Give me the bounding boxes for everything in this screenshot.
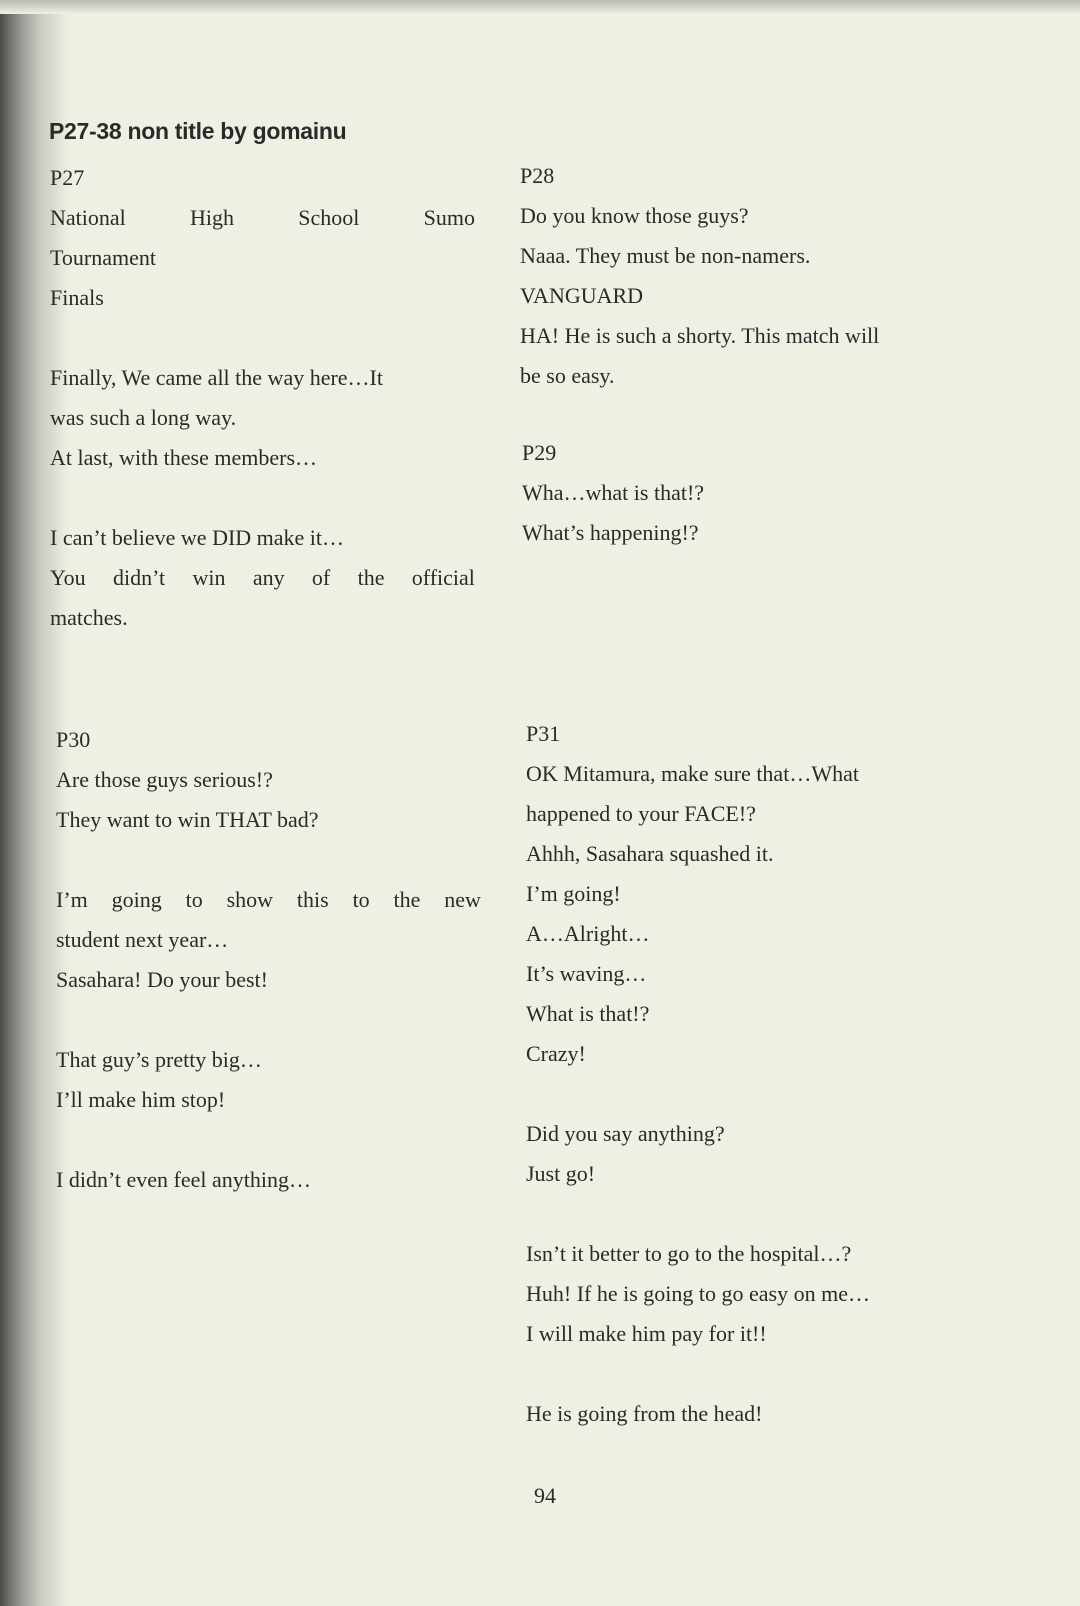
dialogue-line: Are those guys serious!?	[56, 767, 273, 792]
word: the	[357, 565, 385, 590]
blank-line	[526, 1074, 956, 1114]
dialogue-line: Do you know those guys?	[520, 203, 749, 228]
blank-line	[50, 478, 475, 518]
blank-line	[526, 1354, 956, 1394]
dialogue-line: What’s happening!?	[522, 520, 699, 545]
dialogue-line: happened to your FACE!?	[526, 801, 756, 826]
page-label-p30: P30	[56, 727, 91, 752]
dialogue-line: Wha…what is that!?	[522, 480, 705, 505]
page-label-p31: P31	[526, 721, 561, 746]
blank-line	[56, 1120, 481, 1160]
top-edge-shadow	[0, 0, 1080, 14]
title-word: National	[50, 205, 126, 230]
dialogue-line: A…Alright…	[526, 921, 650, 946]
word: official	[411, 565, 475, 590]
dialogue-line: HA! He is such a shorty. This match will	[520, 323, 880, 348]
column-p28	[520, 156, 950, 396]
dialogue-line: be so easy.	[520, 363, 615, 388]
dialogue-line: It’s waving…	[526, 961, 647, 986]
dialogue-line: Did you say anything?	[526, 1121, 725, 1146]
column-p27	[50, 158, 475, 638]
word: show	[226, 887, 274, 912]
dialogue-line: Isn’t it better to go to the hospital…?	[526, 1241, 852, 1266]
word: You	[50, 565, 86, 590]
title-word: School	[298, 205, 360, 230]
dialogue-line: Naaa. They must be non-namers.	[520, 243, 811, 268]
word: to	[185, 887, 203, 912]
word: going	[111, 887, 162, 912]
dialogue-line: What is that!?	[526, 1001, 650, 1026]
word: didn’t	[113, 565, 166, 590]
page-label-p28: P28	[520, 163, 555, 188]
dialogue-line: At last, with these members…	[50, 445, 318, 470]
blank-line	[50, 318, 475, 358]
dialogue-line: Tournament	[50, 245, 156, 270]
word: any	[252, 565, 285, 590]
tournament-title-line	[50, 198, 475, 238]
official-matches-line	[50, 558, 475, 598]
dialogue-line: They want to win THAT bad?	[56, 807, 319, 832]
word: the	[393, 887, 421, 912]
word: win	[192, 565, 226, 590]
page-label-p29: P29	[522, 440, 557, 465]
column-p31	[526, 714, 956, 1434]
dialogue-line: Ahhh, Sasahara squashed it.	[526, 841, 774, 866]
dialogue-line: Finals	[50, 285, 104, 310]
dialogue-line: Sasahara! Do your best!	[56, 967, 268, 992]
word: to	[352, 887, 370, 912]
blank-line	[56, 1000, 481, 1040]
dialogue-line: student next year…	[56, 927, 229, 952]
page-label-p27: P27	[50, 165, 85, 190]
dialogue-line: OK Mitamura, make sure that…What	[526, 761, 859, 786]
dialogue-line: VANGUARD	[520, 283, 644, 308]
dialogue-line: Finally, We came all the way here…It	[50, 365, 383, 390]
dialogue-line: matches.	[50, 605, 128, 630]
dialogue-line: I’ll make him stop!	[56, 1087, 226, 1112]
column-p29	[522, 433, 952, 553]
title-word: High	[190, 205, 235, 230]
word: new	[444, 887, 481, 912]
page-number: 94	[534, 1483, 556, 1508]
dialogue-line: Huh! If he is going to go easy on me…	[526, 1281, 870, 1306]
dialogue-line: was such a long way.	[50, 405, 237, 430]
word: this	[296, 887, 329, 912]
word: I’m	[56, 887, 88, 912]
dialogue-line: That guy’s pretty big…	[56, 1047, 262, 1072]
title-word: Sumo	[423, 205, 475, 230]
section-heading: P27-38 non title by gomainu	[49, 118, 347, 144]
dialogue-line: Just go!	[526, 1161, 596, 1186]
show-line	[56, 880, 481, 920]
blank-line	[56, 840, 481, 880]
word: of	[311, 565, 331, 590]
dialogue-line: I didn’t even feel anything…	[56, 1167, 311, 1192]
dialogue-line: I will make him pay for it!!	[526, 1321, 767, 1346]
dialogue-line: I can’t believe we DID make it…	[50, 525, 345, 550]
dialogue-line: He is going from the head!	[526, 1401, 763, 1426]
dialogue-line: I’m going!	[526, 881, 621, 906]
dialogue-line: Crazy!	[526, 1041, 586, 1066]
blank-line	[526, 1194, 956, 1234]
column-p30	[56, 720, 481, 1200]
